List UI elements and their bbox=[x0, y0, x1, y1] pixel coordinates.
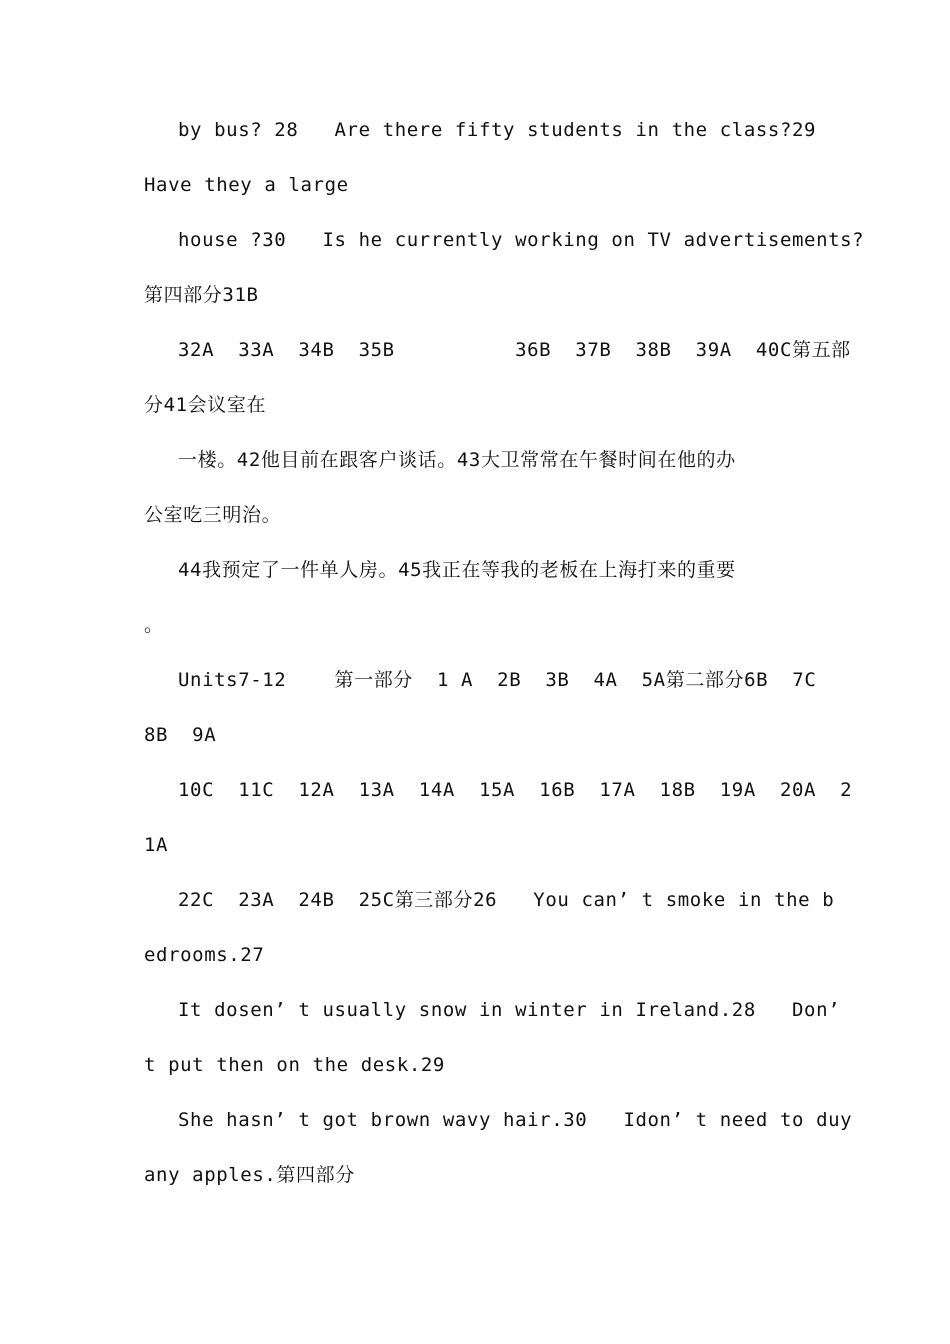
text-line: 公室吃三明治。 bbox=[144, 504, 282, 526]
text-line: t put then on the desk.29 bbox=[144, 1054, 445, 1076]
text-line: 一楼。42他目前在跟客户谈话。43大卫常常在午餐时间在他的办 bbox=[178, 449, 736, 471]
text-line: It dosen’ t usually snow in winter in Ireland.28 Don’ bbox=[178, 999, 841, 1021]
text-line: 第四部分31B bbox=[144, 284, 259, 306]
text-line: 32A 33A 34B 35B 36B 37B 38B 39A 40C第五部 bbox=[178, 339, 851, 361]
text-line: edrooms.27 bbox=[144, 944, 265, 966]
text-line: 。 bbox=[144, 614, 164, 636]
text-line: Units7-12 第一部分 1 A 2B 3B 4A 5A第二部分6B 7C bbox=[178, 669, 817, 691]
text-line: any apples.第四部分 bbox=[144, 1164, 355, 1186]
text-line: 8B 9A bbox=[144, 724, 217, 746]
text-line: 分41会议室在 bbox=[144, 394, 267, 416]
text-line: 10C 11C 12A 13A 14A 15A 16B 17A 18B 19A 20A 2 bbox=[178, 779, 853, 801]
text-line: house ?30 Is he currently working on TV advertisements? bbox=[178, 229, 865, 251]
text-line: by bus? 28 Are there fifty students in the class?29 bbox=[178, 119, 817, 141]
text-line: 1A bbox=[144, 834, 169, 856]
text-line: She hasn’ t got brown wavy hair.30 Idon’ t need to duy bbox=[178, 1109, 853, 1131]
text-line: 44我预定了一件单人房。45我正在等我的老板在上海打来的重要 bbox=[178, 559, 736, 581]
text-line: 22C 23A 24B 25C第三部分26 You can’ t smoke in the b bbox=[178, 889, 835, 911]
text-line: Have they a large bbox=[144, 174, 349, 196]
